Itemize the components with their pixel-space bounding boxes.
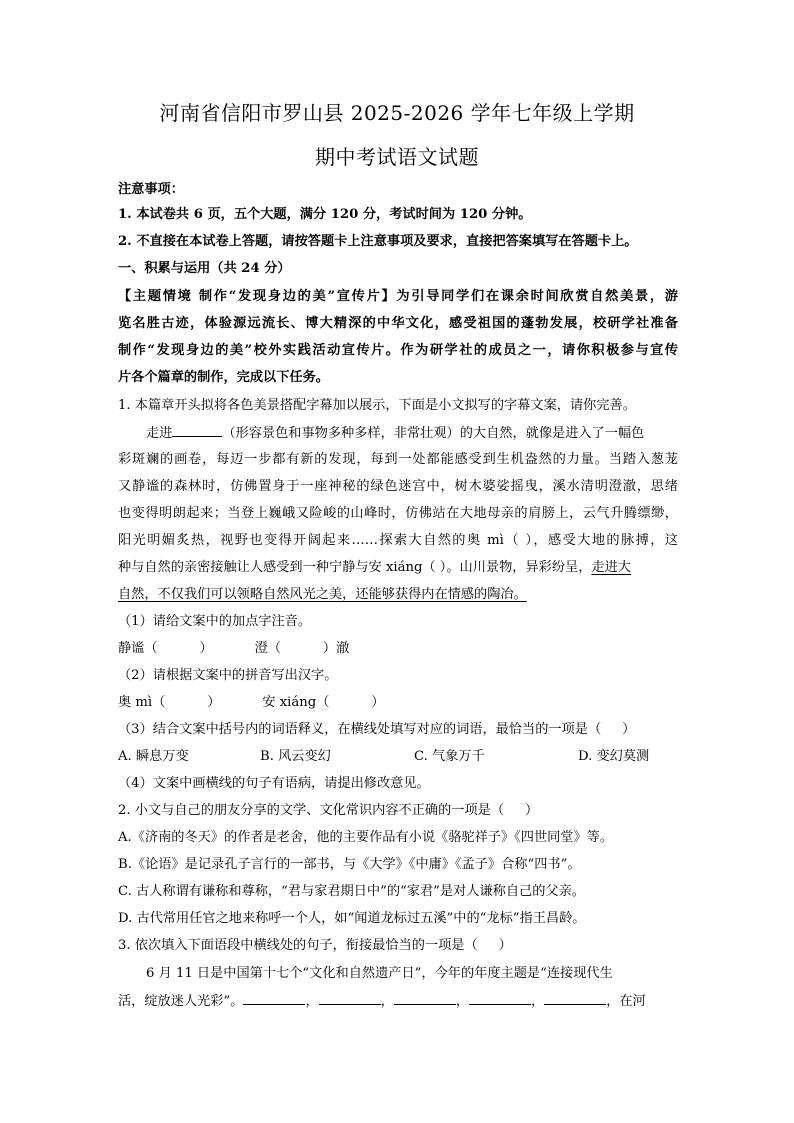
option-a[interactable]: A. 瞬息万变 bbox=[118, 749, 189, 764]
q1-passage-line: 阳光明媚炙热，视野也变得开阔起来……探索大自然的奥 mì（ ），感受大地的脉搏，这 bbox=[118, 533, 678, 548]
q1-passage-first-line bbox=[146, 424, 678, 443]
exam-title-line2: 期中考试语文试题 bbox=[315, 145, 479, 169]
notes-heading: 注意事项： bbox=[118, 182, 184, 197]
theme-line: 片各个篇章的制作，完成以下任务。 bbox=[118, 370, 329, 385]
notes-item-2: 2. 不直接在本试卷上答题，请按答题卡上注意事项及要求，直接把答案填写在答题卡上。 bbox=[118, 234, 638, 249]
notes-item-1: 1. 本试卷共 6 页，五个大题，满分 120 分，考试时间为 120 分钟。 bbox=[118, 207, 532, 222]
fill-blank[interactable] bbox=[172, 424, 222, 437]
q2-option-c[interactable]: C. 古人称谓有谦称和尊称，“君与家君期日中”的“家君”是对人谦称自己的父亲。 bbox=[118, 884, 585, 899]
q3-passage-text: 活，绽放迷人光彩”。 bbox=[118, 994, 244, 1009]
q1-passage-text: 种与自然的亲密接触让人感受到一种宁静与安 xiáng（ ）。山川景物，异彩纷呈， bbox=[118, 560, 592, 575]
fill-blank[interactable] bbox=[394, 992, 456, 1005]
q2-option-a[interactable]: A.《济南的冬天》的作者是老舍，他的主要作品有小说《骆驼祥子》《四世同堂》等。 bbox=[118, 830, 614, 845]
q1-passage-line: 也变得明朗起来；当登上巍峨又险峻的山峰时，仿佛站在大地母亲的肩膀上，云气升腾缥缈， bbox=[118, 506, 678, 521]
comma: ， bbox=[380, 994, 394, 1009]
q1-sub2-items: 奥 mì（ ） 安 xiáng（ ） bbox=[118, 695, 385, 710]
underlined-sentence: 自然，不仅我们可以领略自然风光之美，还能够获得内在情感的陶冶。 bbox=[118, 587, 527, 602]
q3-passage-line: 6 月 11 日是中国第十七个“文化和自然遗产日”，今年的年度主题是“连接现代生 bbox=[146, 966, 613, 981]
q3-passage-text: ，在河 bbox=[606, 994, 646, 1009]
theme-line: 【主题情境 制作“发现身边的美”宣传片】为引导同学们在课余时间欣赏自然美景，游 bbox=[118, 289, 678, 304]
option-b[interactable]: B. 风云变幻 bbox=[260, 749, 331, 764]
comma: ， bbox=[531, 994, 545, 1009]
section-1-heading: 一、积累与运用（共 24 分） bbox=[118, 261, 291, 276]
option-d[interactable]: D. 变幻莫测 bbox=[578, 749, 650, 764]
fill-blank[interactable] bbox=[319, 992, 381, 1005]
fill-blank[interactable] bbox=[544, 992, 606, 1005]
fill-blank[interactable] bbox=[469, 992, 531, 1005]
q1-sub4: （4）文案中画横线的句子有语病，请提出修改意见。 bbox=[118, 776, 430, 791]
q1-sub3: （3）结合文案中括号内的词语释义，在横线处填写对应的词语，最恰当的一项是（ ） bbox=[118, 722, 636, 737]
fill-blank[interactable] bbox=[243, 992, 305, 1005]
q1-stem: 1. 本篇章开头拟将各色美景搭配字幕加以展示，下面是小文拟写的字幕文案，请你完善。 bbox=[118, 398, 636, 413]
q1-passage-line: 又静谧的森林时，仿佛置身于一座神秘的绿色迷宫中，树木婆娑摇曳，溪水清明澄澈，思绪 bbox=[118, 479, 678, 494]
q1-passage-line: 彩斑斓的画卷，每迈一步都有新的发现，每到一处都能感受到生机盎然的力量。当踏入葱茏 bbox=[118, 452, 678, 467]
comma: ， bbox=[455, 994, 469, 1009]
comma: ， bbox=[305, 994, 319, 1009]
exam-title-line1: 河南省信阳市罗山县 2025-2026 学年七年级上学期 bbox=[159, 101, 635, 125]
theme-line: 览名胜古迹，体验源远流长、博大精深的中华文化，感受祖国的蓬勃发展，校研学社准备 bbox=[118, 316, 678, 331]
q2-option-b[interactable]: B.《论语》是记录孔子言行的一部书，与《大学》《中庸》《孟子》合称“四书”。 bbox=[118, 857, 581, 872]
option-c[interactable]: C. 气象万千 bbox=[414, 749, 485, 764]
theme-line: 制作“发现身边的美”校外实践活动宣传片。作为研学社的成员之一，请你积极参与宣传 bbox=[118, 343, 678, 358]
q1-passage-line bbox=[118, 559, 678, 577]
q1-sub1: （1）请给文案中的加点字注音。 bbox=[118, 614, 312, 629]
q1-sub2: （2）请根据文案中的拼音写出汉字。 bbox=[118, 668, 338, 683]
q3-passage-line bbox=[118, 992, 678, 1011]
q1-passage-text: 走进 bbox=[146, 426, 173, 441]
q2-stem: 2. 小文与自己的朋友分享的文学、文化常识内容不正确的一项是（ ） bbox=[118, 803, 539, 818]
underlined-sentence: 走进大 bbox=[591, 560, 631, 575]
q1-sub1-items: 静谧（ ） 澄（ ）澈 bbox=[118, 641, 350, 656]
q1-passage-text: （形容景色和事物多种多样，非常壮观）的大自然，就像是进入了一幅色 bbox=[222, 426, 645, 441]
q3-stem: 3. 依次填入下面语段中横线处的句子，衔接最恰当的一项是（ ） bbox=[118, 938, 512, 953]
q2-option-d[interactable]: D. 古代常用任官之地来称呼一个人，如“闻道龙标过五溪”中的“龙标”指王昌龄。 bbox=[118, 911, 586, 926]
